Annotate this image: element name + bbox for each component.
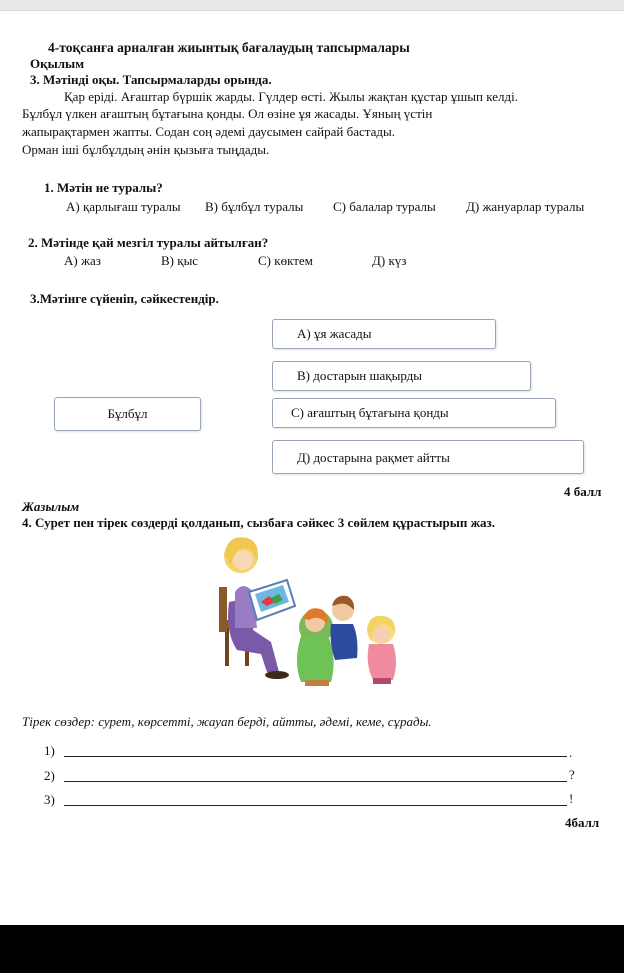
text-line-2: Бұлбұл үлкен ағаштың бұтағына қонды. Ол өзіне ұя жасады. Ұяның үстін xyxy=(22,106,433,121)
top-edge xyxy=(0,0,624,11)
answer-line-2-end: ? xyxy=(569,767,575,782)
text-line-1: Қар еріді. Ағаштар бүршік жарды. Гүлдер өсті. Жылы жақтан құстар ұшып келді. xyxy=(64,89,518,104)
match-box-d[interactable]: Д) достарына рақмет айтты xyxy=(272,440,584,474)
children-reading-illustration xyxy=(205,532,425,692)
q2-question: 2. Мәтінде қай мезгіл туралы айтылған? xyxy=(28,235,269,250)
q2-option-a[interactable]: А) жаз xyxy=(64,253,101,268)
answer-line-1-end: . xyxy=(569,745,573,760)
answer-line-1-number: 1) xyxy=(44,743,55,758)
page-title: 4-тоқсанға арналған жиынтық бағалаудың тапсырмалары xyxy=(48,40,410,55)
q3-heading: 3.Мәтінге сүйеніп, сәйкестендір. xyxy=(30,291,219,306)
q2-option-b[interactable]: В) қыс xyxy=(161,253,199,268)
task4-heading: 4. Сурет пен тірек сөздерді қолданып, сызбаға сәйкес 3 сөйлем құрастырып жаз. xyxy=(22,515,496,530)
q2-option-d[interactable]: Д) күз xyxy=(372,253,407,268)
task3-heading: 3. Мәтінді оқы. Тапсырмаларды орында. xyxy=(30,72,272,87)
text-line-3: жапырақтармен жапты. Содан соң әдемі даусымен сайрай бастады. xyxy=(22,124,395,139)
answer-line-1[interactable] xyxy=(64,756,567,757)
match-box-c[interactable]: С) ағаштың бұтағына қонды xyxy=(272,398,556,428)
q1-option-b[interactable]: В) бұлбұл туралы xyxy=(205,199,304,214)
support-words: Тірек сөздер: сурет, көрсетті, жауап берді, айтты, әдемі, кеме, сұрады. xyxy=(22,714,432,729)
match-box-nightingale[interactable]: Бұлбұл xyxy=(54,397,201,431)
match-box-a[interactable]: А) ұя жасады xyxy=(272,319,496,349)
section-reading: Оқылым xyxy=(30,56,85,71)
answer-line-3-number: 3) xyxy=(44,792,55,807)
bottom-black-bar xyxy=(0,925,624,973)
section-writing: Жазылым xyxy=(22,499,80,514)
q3-score: 4 балл xyxy=(564,484,602,499)
match-box-b[interactable]: В) достарын шақырды xyxy=(272,361,531,391)
answer-line-3-end: ! xyxy=(569,791,574,806)
q1-option-c[interactable]: С) балалар туралы xyxy=(333,199,436,214)
q1-option-d[interactable]: Д) жануарлар туралы xyxy=(466,199,585,214)
answer-line-2[interactable] xyxy=(64,781,567,782)
q1-question: 1. Мәтін не туралы? xyxy=(44,180,163,195)
answer-line-2-number: 2) xyxy=(44,768,55,783)
q2-option-c[interactable]: С) көктем xyxy=(258,253,313,268)
q1-option-a[interactable]: А) қарлығаш туралы xyxy=(66,199,181,214)
text-line-4: Орман іші бұлбұлдың әнін қызыға тыңдады. xyxy=(22,142,270,157)
answer-line-3[interactable] xyxy=(64,805,567,806)
task4-score: 4балл xyxy=(565,815,600,830)
